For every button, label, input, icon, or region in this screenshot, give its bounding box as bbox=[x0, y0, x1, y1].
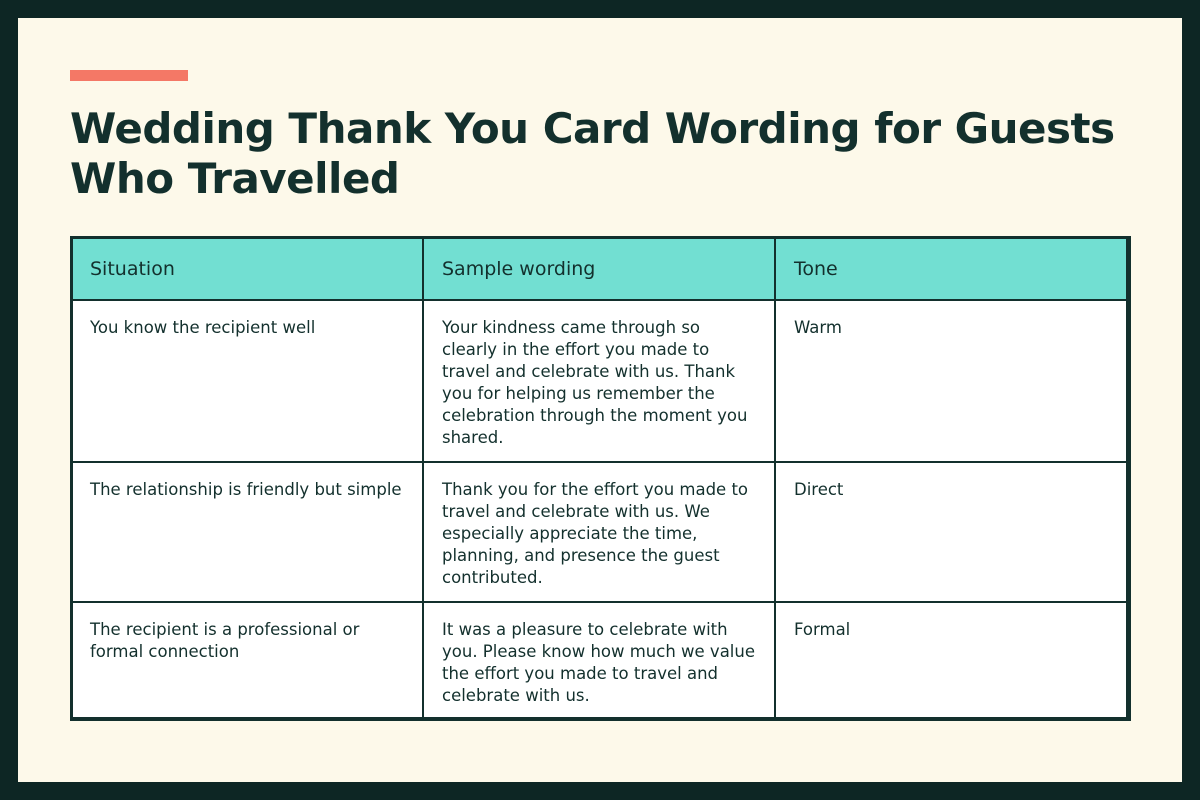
cell-tone: Direct bbox=[775, 462, 1130, 602]
header-sample-wording: Sample wording bbox=[423, 237, 775, 300]
cell-wording: It was a pleasure to celebrate with you. Please know how much we value the effort you made to travel and celebrate with us. bbox=[423, 602, 775, 720]
cell-wording: Thank you for the effort you made to travel and celebrate with us. We especially appreciate the time, planning, and presence the guest contributed. bbox=[423, 462, 775, 602]
table-row bbox=[71, 300, 1130, 462]
cell-situation: The relationship is friendly but simple bbox=[71, 462, 423, 602]
table-row bbox=[71, 602, 1130, 720]
wording-table bbox=[70, 236, 1131, 721]
header-situation: Situation bbox=[71, 237, 423, 300]
cell-situation: You know the recipient well bbox=[71, 300, 423, 462]
header-tone: Tone bbox=[775, 237, 1130, 300]
cell-wording: Your kindness came through so clearly in the effort you made to travel and celebrate with us. Thank you for helping us remember the celebration through the moment you shared. bbox=[423, 300, 775, 462]
table-header-row bbox=[71, 237, 1130, 300]
table-row bbox=[71, 462, 1130, 602]
cell-situation: The recipient is a professional or formal connection bbox=[71, 602, 423, 720]
accent-bar bbox=[70, 70, 188, 81]
card bbox=[18, 18, 1182, 782]
page-title: Wedding Thank You Card Wording for Guests Who Travelled bbox=[70, 104, 1115, 203]
cell-tone: Formal bbox=[775, 602, 1130, 720]
cell-tone: Warm bbox=[775, 300, 1130, 462]
